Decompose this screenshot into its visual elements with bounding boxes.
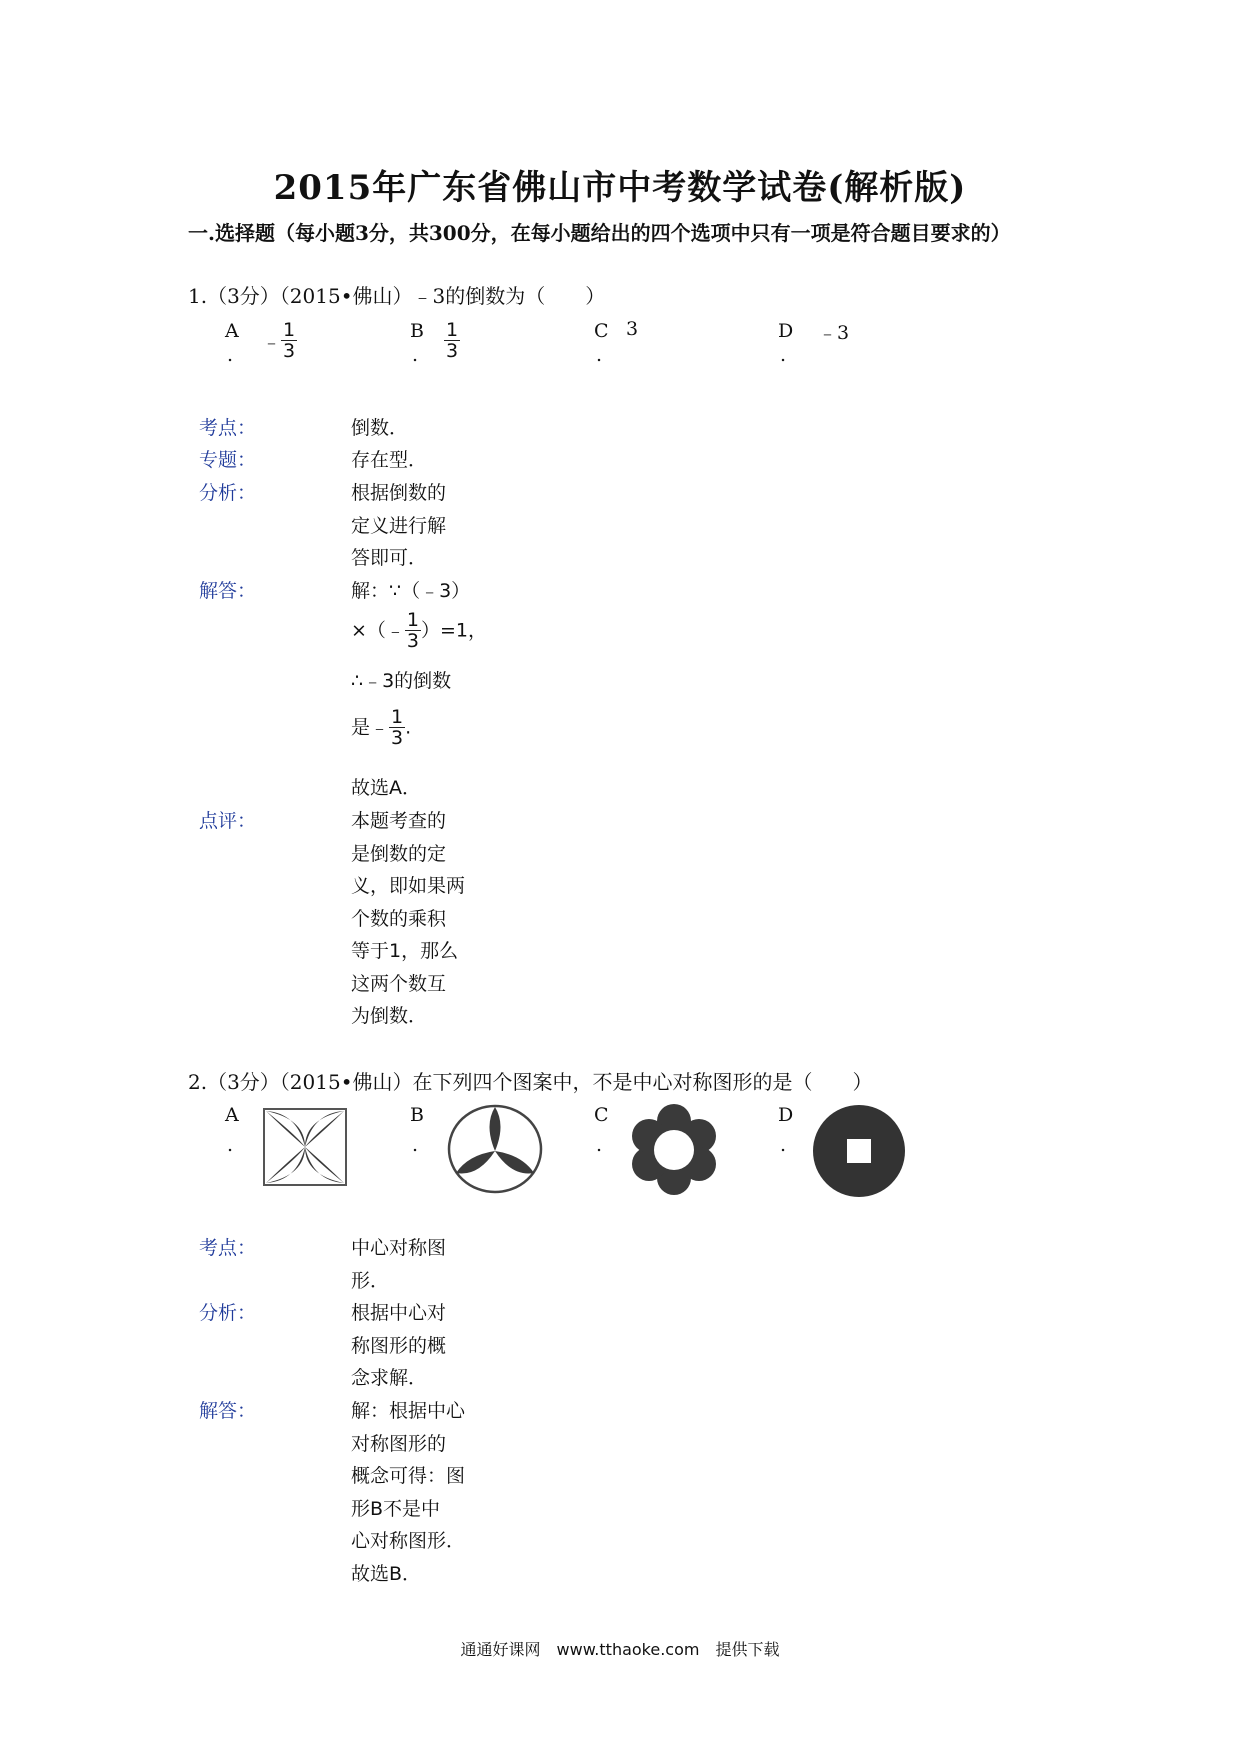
denominator: 3 — [283, 340, 296, 362]
option-letter: A — [225, 320, 239, 342]
q1-dianping-text — [351, 805, 491, 1033]
option-letter: D — [778, 1104, 794, 1126]
text-part: 是﹣ — [351, 716, 390, 739]
text-line: 概念可得：图 — [351, 1465, 466, 1487]
q2-option-d[interactable] — [778, 1102, 793, 1156]
text-line: 对称图形的 — [351, 1432, 447, 1455]
figure-b-three-blade-icon — [446, 1103, 544, 1195]
option-letter: D — [778, 320, 794, 342]
q2-option-b[interactable] — [410, 1102, 424, 1156]
text-part: ×（﹣ — [351, 619, 405, 642]
option-letter: B — [410, 320, 424, 342]
q2-label-jieda: 解答： — [199, 1400, 257, 1422]
option-dot: . — [412, 1134, 419, 1156]
fraction — [444, 320, 460, 361]
page-title: 2015年广东省佛山市中考数学试卷(解析版) — [273, 168, 967, 208]
q1-option-d-value: ﹣3 — [818, 322, 850, 344]
q1-option-c-value: 3 — [626, 318, 639, 340]
q1-option-b[interactable] — [410, 318, 424, 366]
text-line: 称图形的概 — [351, 1334, 447, 1357]
fraction — [389, 707, 405, 748]
q1-fenxi-text — [351, 477, 491, 575]
text-line: 解：根据中心 — [351, 1400, 466, 1422]
question-2-stem: 2.（3分）（2015•佛山）在下列四个图案中，不是中心对称图形的是（ ） — [188, 1070, 873, 1094]
q1-label-kaodian: 考点： — [199, 417, 257, 439]
text-line: 中心对称图 — [351, 1237, 447, 1259]
fraction — [281, 320, 297, 361]
text-line: 个数的乘积 — [351, 907, 447, 930]
q1-label-zhuanti: 专题： — [199, 449, 257, 471]
text-line: 等于1，那么 — [351, 940, 459, 962]
denominator: 3 — [391, 727, 404, 749]
q2-label-kaodian: 考点： — [199, 1237, 257, 1259]
q2-label-fenxi: 分析： — [199, 1302, 257, 1324]
q1-jieda-line5: 故选A． — [351, 777, 421, 799]
q1-jieda-line1: 解：∵（﹣3） — [351, 580, 471, 602]
option-dot: . — [780, 1134, 787, 1156]
figure-a-x-pattern-icon — [262, 1107, 348, 1187]
text-part: ）=1， — [421, 619, 488, 642]
denominator: 3 — [446, 340, 459, 362]
minus-sign: ﹣ — [262, 331, 282, 353]
text-line: 根据倒数的 — [351, 482, 447, 504]
text-line: 念求解． — [351, 1367, 428, 1389]
option-dot: . — [227, 344, 234, 366]
fraction — [405, 610, 421, 651]
q2-jieda-text — [351, 1395, 491, 1590]
numerator: 1 — [283, 319, 296, 341]
q1-label-dianping: 点评： — [199, 810, 257, 832]
q1-label-jieda: 解答： — [199, 580, 257, 602]
option-letter: A — [225, 1104, 239, 1126]
option-dot: . — [596, 344, 603, 366]
q1-zhuanti-text: 存在型． — [351, 449, 428, 471]
option-letter: B — [410, 1104, 424, 1126]
option-dot: . — [227, 1134, 234, 1156]
option-letter: C — [594, 320, 609, 342]
q1-jieda-line4 — [351, 707, 491, 748]
text-line: 这两个数互 — [351, 972, 447, 995]
question-1-stem: 1.（3分）（2015•佛山）﹣3的倒数为（ ） — [188, 284, 606, 308]
q1-option-d[interactable] — [778, 318, 793, 366]
section-heading: 一.选择题（每小题3分，共300分，在每小题给出的四个选项中只有一项是符合题目要求的） — [188, 221, 1011, 245]
text-line: 是倒数的定 — [351, 842, 447, 865]
text-line: 故选B． — [351, 1562, 422, 1585]
q1-option-a[interactable] — [225, 318, 239, 366]
q2-option-c[interactable] — [594, 1102, 609, 1156]
text-line: 为倒数． — [351, 1005, 428, 1027]
denominator: 3 — [406, 630, 420, 652]
q2-kaodian-text — [351, 1232, 491, 1297]
q1-option-a-value — [262, 320, 297, 361]
text-line: 形B不是中 — [351, 1497, 441, 1520]
q1-option-b-value — [444, 320, 460, 361]
numerator: 1 — [391, 706, 404, 728]
text-part: . — [405, 716, 412, 739]
option-letter: C — [594, 1104, 609, 1126]
text-line: 本题考查的 — [351, 810, 447, 832]
text-line: 定义进行解 — [351, 514, 447, 537]
text-line: 心对称图形． — [351, 1530, 466, 1552]
numerator: 1 — [406, 609, 420, 631]
q1-option-c[interactable] — [594, 318, 609, 366]
q1-jieda-line2 — [351, 610, 491, 651]
text-line: 答即可． — [351, 547, 428, 569]
q1-label-fenxi: 分析： — [199, 482, 257, 504]
option-dot: . — [780, 344, 787, 366]
text-line: 义，即如果两 — [351, 875, 466, 897]
q1-kaodian-text: 倒数． — [351, 417, 409, 439]
q2-fenxi-text — [351, 1297, 491, 1395]
q2-option-a[interactable] — [225, 1102, 239, 1156]
numerator: 1 — [446, 319, 459, 341]
q1-jieda-line3: ∴﹣3的倒数 — [351, 670, 452, 692]
text-line: 根据中心对 — [351, 1302, 447, 1324]
text-line: 形． — [351, 1269, 390, 1292]
option-dot: . — [412, 344, 419, 366]
figure-d-coin-icon — [811, 1103, 907, 1199]
figure-c-flower-icon — [628, 1103, 720, 1195]
option-dot: . — [596, 1134, 603, 1156]
footer-text: 通通好课网 www.tthaoke.com 提供下载 — [460, 1640, 780, 1659]
